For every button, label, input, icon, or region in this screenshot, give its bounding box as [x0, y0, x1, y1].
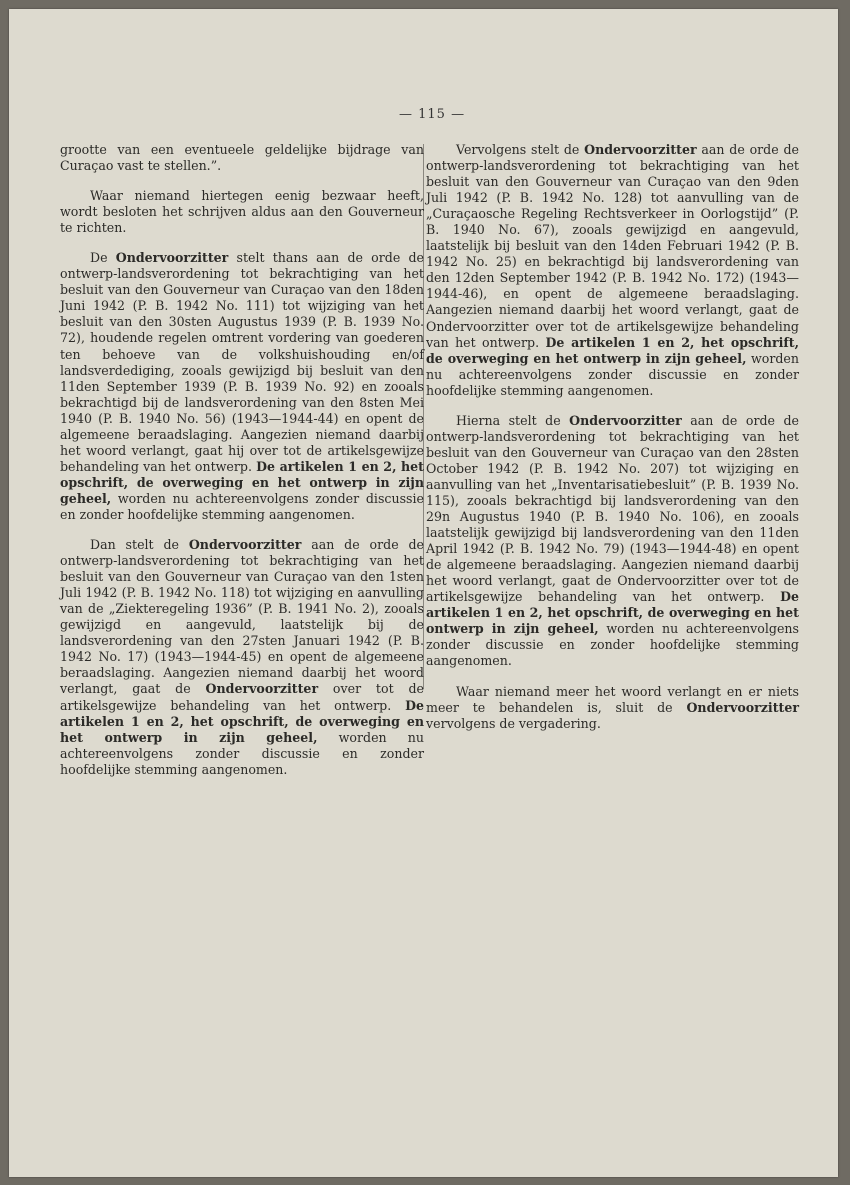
text-run: Dan stelt de — [90, 537, 189, 553]
text-run: vervolgens de vergadering. — [426, 715, 601, 731]
text-run: worden nu achtereenvolgens zonder discussie en zonder hoofdelijke stemming aangenomen. — [60, 729, 424, 777]
paragraph: Waar niemand hiertegen eenig bezwaar heeft, wordt besloten het schrijven aldus aan den Gouverneur te richten. — [60, 188, 424, 236]
paragraph — [426, 413, 799, 670]
paragraph — [426, 684, 799, 732]
speaker-name: Ondervoorzitter — [205, 681, 319, 697]
text-run: aan de orde de ontwerp-landsverordening tot bekrachtiging van het besluit van den Gouverneur van Curaçao van den 9den Juli 1942 (P. B. 1942 No. 128) tot aanvulling van de „Curaçaosche Regeling Rechtsverkeer in Oorlogstijd” (P. B. 1940 No. 67), zooals gewijzigd en aangevuld, laatstelijk bij besluit van den 14den Februari 1942 (P. B. 1942 No. 25) en bekrachtigd bij landsverordening van den 12den September 1942 (P. B. 1942 No. 172) (1943—1944-46), en opent de algemeene beraadslaging. Aangezien niemand daarbij het woord verlangt, gaat de Ondervoorzitter over tot de artikelsgewijze behandeling van het ontwerp. — [426, 142, 799, 350]
text-run: worden nu achtereenvolgens zonder discussie en zonder hoofdelijke stemming aangenomen. — [426, 621, 799, 669]
bold-phrase: De artikelen 1 en 2, het opschrift, de overweging en het ontwerp in zijn geheel, — [60, 458, 424, 506]
speaker-name: Ondervoorzitter — [569, 412, 682, 428]
text-run: worden nu achtereenvolgens zonder discussie en zonder hoofdelijke stemming aangenomen. — [60, 490, 424, 522]
speaker-name: Ondervoorzitter — [584, 142, 697, 157]
page-number: — 115 — — [399, 107, 466, 122]
speaker-name: Ondervoorzitter — [115, 250, 229, 266]
text-run: Hierna stelt de — [456, 412, 570, 428]
speaker-name: Ondervoorzitter — [188, 537, 302, 553]
paragraph — [60, 250, 424, 523]
text-run: aan de orde de ontwerp-landsverordening tot bekrachtiging van het besluit van den Gouverneur van Curaçao van den 28sten October 1942 (P. B. 1942 No. 207) tot wijziging en aanvulling van het „Inventarisatiebesluit” (P. B. 1939 No. 115), zooals bekrachtigd bij landsverordening van den 29n Augustus 1940 (P. B. 1940 No. 106), en zooals laatstelijk gewijzigd bij landsverordening van den 11den April 1942 (P. B. 1942 No. 79) (1943—1944-48) en opent de algemeene beraadslaging. Aangezien niemand daarbij het woord verlangt, gaat de Ondervoorzitter over tot de artikelsgewijze behandeling van het ontwerp. — [426, 412, 799, 605]
bold-phrase: De artikelen 1 en 2, het opschrift, de overweging en het ontwerp in zijn geheel, — [426, 334, 799, 366]
text-run: worden nu achtereenvolgens zonder discussie en zonder hoofdelijke stemming aangenomen. — [426, 350, 799, 398]
left-column — [60, 142, 424, 778]
bold-phrase: De artikelen 1 en 2, het opschrift, de overweging en het ontwerp in zijn geheel, — [60, 697, 424, 745]
bold-phrase: De artikelen 1 en 2, het opschrift, de overweging en het ontwerp in zijn geheel, — [426, 589, 799, 637]
speaker-name: Ondervoorzitter — [686, 699, 799, 715]
paragraph: grootte van een eventueele geldelijke bijdrage van Curaçao vast te stellen.”. — [60, 142, 424, 174]
paragraph — [426, 142, 799, 399]
text-run: Vervolgens stelt de — [456, 142, 585, 157]
document-page — [9, 9, 838, 1177]
text-run: over tot de artikelsgewijze behandeling van het ontwerp. — [60, 681, 424, 713]
text-run: stelt thans aan de orde de ontwerp-landsverordening tot bekrachtiging van het besluit van den Gouverneur van Curaçao van den 18den Juni 1942 (P. B. 1942 No. 111) tot wijziging van het besluit van den 30sten Augustus 1939 (P. B. 1939 No. 72), houdende regelen omtrent vordering van goederen ten behoeve van de volkshuishouding en/of landsverdediging, zooals gewijzigd bij besluit van den 11den September 1939 (P. B. 1939 No. 92) en zooals bekrachtigd bij de landsverordening van den 8sten Mei 1940 (P. B. 1940 No. 56) (1943—1944-44) en opent de algemeene beraadslaging. Aangezien niemand daarbij het woord verlangt, gaat hij over tot de artikelsgewijze behandeling van het ontwerp. — [60, 250, 424, 474]
text-run: aan de orde de ontwerp-landsverordening tot bekrachtiging van het besluit van den Gouverneur van Curaçao van den 1sten Juli 1942 (P. B. 1942 No. 118) tot wijziging en aanvulling van de „Ziekteregeling 1936” (P. B. 1941 No. 2), zooals gewijzigd en aangevuld, laatstelijk bij de landsverordening van den 27sten Januari 1942 (P. B. 1942 No. 17) (1943—1944-45) en opent de algemeene beraadslaging. Aangezien niemand daarbij het woord verlangt, gaat de — [60, 537, 424, 697]
right-column — [426, 142, 799, 732]
paragraph — [60, 537, 424, 778]
text-run: Waar niemand meer het woord verlangt en er niets meer te behandelen is, sluit de — [426, 683, 799, 715]
text-run: De — [90, 250, 116, 266]
